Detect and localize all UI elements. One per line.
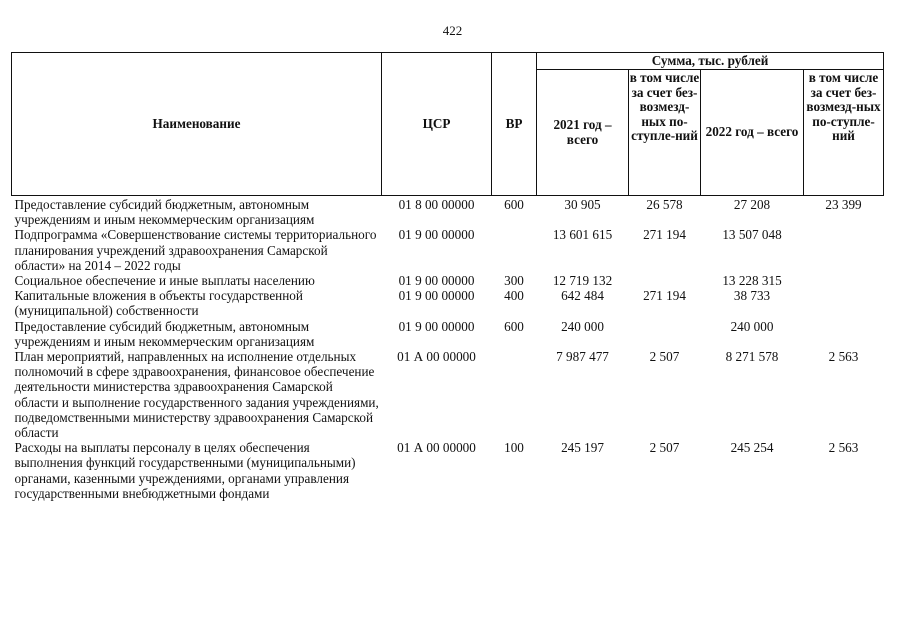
header-2022-gratis: в том числе за счет без-возмезд-ных по-ступле-ний: [804, 70, 884, 196]
row-2021-total: 30 905: [564, 197, 601, 212]
table-body: [12, 196, 884, 502]
budget-table: [11, 52, 884, 501]
row-2021-total: 13 601 615: [552, 227, 613, 243]
row-name: Подпрограмма «Совершенствование системы территориального планирования учреждений здравоохранения Самарской области» на 2014 – 2022 годы: [14, 227, 377, 273]
row-2022-gratis: [804, 227, 884, 273]
row-2022-total: 245 254: [730, 440, 774, 456]
row-name: Капитальные вложения в объекты государственной (муниципальной) собственности: [14, 288, 303, 319]
row-2022-total: 8 271 578: [725, 349, 779, 365]
table-row: [12, 319, 884, 349]
row-2021-total: 7 987 477: [556, 349, 609, 365]
row-name: План мероприятий, направленных на исполнение отдельных полномочий в сфере здравоохранения, финансовое обеспечение деятельности министерства здравоохранения Самарской области и выполнение государственного задания учреждениями, подведомственными министерству здравоохранения Самарской области: [14, 349, 379, 441]
row-2022-gratis: [804, 319, 884, 349]
row-name: Предоставление субсидий бюджетным, автономным учреждениям и иным некоммерческим организациям: [14, 318, 315, 349]
header-vr: ВР: [492, 53, 537, 196]
row-csr: 01 9 00 00000: [398, 227, 475, 243]
row-2022-gratis: [804, 273, 884, 288]
row-vr: 600: [504, 318, 524, 334]
row-2022-total: 27 208: [733, 197, 771, 212]
header-2022-total: 2022 год – всего: [701, 70, 804, 196]
row-csr: 01 9 00 00000: [398, 318, 475, 334]
row-2021-gratis: 271 194: [643, 288, 686, 304]
header-sum-group: Сумма, тыс. рублей: [537, 53, 884, 70]
table-row: [12, 196, 884, 228]
row-vr: [492, 227, 537, 273]
row-2021-total: 12 719 132: [552, 273, 613, 289]
row-2022-gratis: 23 399: [825, 197, 862, 212]
row-2022-gratis: [804, 288, 884, 318]
row-2021-total: 642 484: [561, 288, 604, 304]
row-2022-gratis: 2 563: [828, 440, 859, 456]
row-2021-gratis: 271 194: [643, 227, 686, 243]
header-csr: ЦСР: [382, 53, 492, 196]
row-vr: 300: [504, 273, 524, 289]
table-row: [12, 273, 884, 288]
row-2021-gratis: 2 507: [649, 440, 680, 456]
row-2021-gratis: [629, 319, 701, 349]
table-row: [12, 227, 884, 273]
table-row: [12, 288, 884, 318]
row-2021-total: 240 000: [561, 318, 604, 334]
row-vr: 100: [504, 440, 524, 456]
row-vr: 400: [504, 288, 524, 304]
page-number: 422: [442, 23, 463, 38]
row-csr: 01 А 00 00000: [397, 349, 476, 365]
row-name: Расходы на выплаты персоналу в целях обеспечения выполнения функций государственными (муниципальными) органами, казенными учреждениями, органами управления государственными внебюджетными фондами: [14, 440, 356, 501]
row-vr: [492, 349, 537, 440]
row-2022-gratis: 2 563: [828, 349, 859, 365]
row-vr: 600: [504, 197, 524, 212]
header-2021-gratis: в том числе за счет без-возмезд-ных по-ступле-ний: [629, 70, 701, 196]
row-csr: 01 9 00 00000: [398, 273, 475, 289]
row-name: Предоставление субсидий бюджетным, автономным учреждениям и иным некоммерческим организациям: [14, 197, 315, 228]
row-2021-gratis: 26 578: [646, 197, 683, 212]
row-csr: 01 9 00 00000: [398, 288, 475, 304]
table-row: [12, 440, 884, 501]
header-2021-total: 2021 год – всего: [537, 70, 629, 196]
row-2022-total: 13 228 315: [722, 273, 782, 289]
row-2022-total: 240 000: [730, 318, 774, 334]
row-name: Социальное обеспечение и иные выплаты населению: [14, 273, 315, 289]
row-2021-gratis: [629, 273, 701, 288]
header-name: Наименование: [12, 53, 382, 196]
row-2022-total: 38 733: [733, 288, 771, 304]
table-row: [12, 349, 884, 440]
row-2021-gratis: 2 507: [649, 349, 680, 365]
row-2021-total: 245 197: [561, 440, 604, 456]
row-csr: 01 8 00 00000: [398, 197, 475, 212]
row-2022-total: 13 507 048: [722, 227, 782, 243]
row-csr: 01 А 00 00000: [397, 440, 476, 456]
